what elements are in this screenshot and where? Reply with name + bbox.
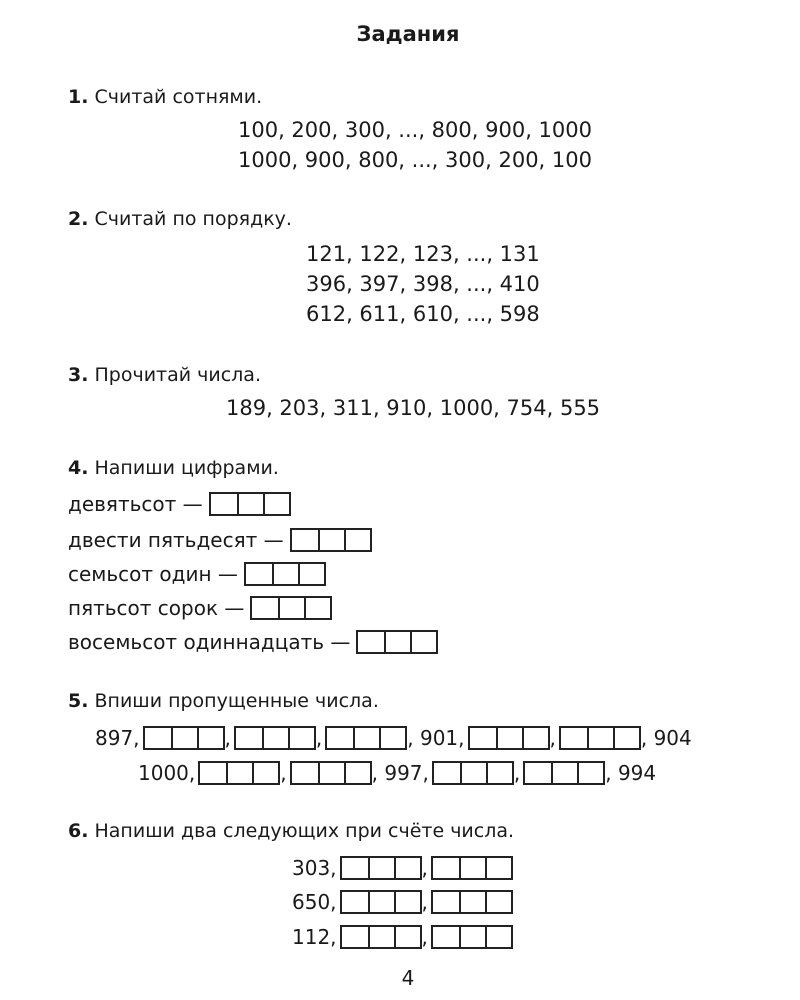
task-2-line-3: 612, 611, 610, ..., 598 [306, 302, 540, 326]
task-4-text: Напиши цифрами. [94, 457, 279, 479]
page-title: Задания [356, 22, 460, 46]
number-word: восемьсот одиннадцать [68, 630, 325, 654]
task-6-text: Напиши два следующих при счёте числа. [94, 820, 515, 842]
dash: — [224, 596, 245, 620]
dash: — [217, 562, 238, 586]
task-2-line-2: 396, 397, 398, ..., 410 [306, 272, 540, 296]
task-3-number: 3. [68, 364, 89, 386]
answer-boxes[interactable] [244, 562, 326, 586]
task-5-text: Впиши пропущенные числа. [94, 690, 379, 712]
comma: , [315, 726, 323, 750]
task-4-item-4 [68, 596, 332, 620]
answer-boxes[interactable] [290, 528, 372, 552]
sequence-start: 897, [95, 726, 140, 750]
comma: , [549, 726, 556, 750]
count-start: 112, [292, 925, 337, 949]
answer-boxes[interactable] [250, 596, 332, 620]
answer-boxes[interactable] [290, 761, 372, 785]
answer-boxes[interactable] [431, 890, 513, 914]
dash: — [263, 528, 284, 552]
number-word: девятьсот [68, 492, 177, 516]
answer-boxes[interactable] [143, 726, 225, 750]
task-4-item-3 [68, 562, 326, 586]
answer-boxes[interactable] [234, 726, 316, 750]
answer-boxes[interactable] [432, 761, 514, 785]
number-word: пятьсот сорок [68, 596, 219, 620]
comma: , [421, 925, 428, 949]
answer-boxes[interactable] [523, 761, 605, 785]
answer-boxes[interactable] [198, 761, 280, 785]
task-2-heading [68, 208, 292, 230]
dash: — [330, 630, 351, 654]
task-4-item-1 [68, 492, 291, 516]
task-5-number: 5. [68, 690, 89, 712]
answer-boxes[interactable] [340, 890, 422, 914]
count-start: 650, [292, 890, 337, 914]
sequence-start: 1000, [138, 761, 196, 785]
answer-boxes[interactable] [559, 726, 641, 750]
task-5-row-2 [138, 761, 656, 785]
task-4-item-2 [68, 528, 372, 552]
sequence-end: , 904 [640, 726, 692, 750]
task-3-numbers: 189, 203, 311, 910, 1000, 754, 555 [226, 396, 601, 420]
comma: , [421, 856, 428, 880]
task-5-heading [68, 690, 379, 712]
answer-boxes[interactable] [468, 726, 550, 750]
answer-boxes[interactable] [340, 856, 422, 880]
number-word: двести пятьдесят [68, 528, 258, 552]
task-4-heading [68, 457, 279, 479]
task-4-item-5 [68, 630, 438, 654]
task-1-line-1: 100, 200, 300, ..., 800, 900, 1000 [238, 118, 592, 142]
task-6-row-2 [292, 890, 513, 914]
answer-boxes[interactable] [356, 630, 438, 654]
task-1-text: Считай сотнями. [94, 86, 263, 108]
count-start: 303, [292, 856, 337, 880]
answer-boxes[interactable] [209, 492, 291, 516]
sequence-middle: , 901, [407, 726, 465, 750]
task-2-number: 2. [68, 208, 89, 230]
sequence-end: , 994 [605, 761, 657, 785]
task-5-row-1 [95, 726, 692, 750]
number-word: семьсот один [68, 562, 212, 586]
dash: — [182, 492, 203, 516]
answer-boxes[interactable] [431, 925, 513, 949]
task-2-text: Считай по порядку. [94, 208, 292, 230]
comma: , [280, 761, 287, 785]
task-6-heading [68, 820, 514, 842]
task-1-number: 1. [68, 86, 89, 108]
comma: , [224, 726, 231, 750]
answer-boxes[interactable] [340, 925, 422, 949]
answer-boxes[interactable] [431, 856, 513, 880]
answer-boxes[interactable] [325, 726, 407, 750]
comma: , [421, 890, 428, 914]
page-number: 4 [401, 966, 415, 990]
task-2-line-1: 121, 122, 123, ..., 131 [306, 242, 540, 266]
task-3-heading [68, 364, 261, 386]
comma: , [513, 761, 521, 785]
task-6-row-1 [292, 856, 513, 880]
task-4-number: 4. [68, 457, 89, 479]
task-6-number: 6. [68, 820, 89, 842]
task-1-heading [68, 86, 262, 108]
task-6-row-3 [292, 925, 513, 949]
task-1-line-2: 1000, 900, 800, ..., 300, 200, 100 [238, 148, 592, 172]
sequence-middle: , 997, [371, 761, 429, 785]
task-3-text: Прочитай числа. [94, 364, 261, 386]
